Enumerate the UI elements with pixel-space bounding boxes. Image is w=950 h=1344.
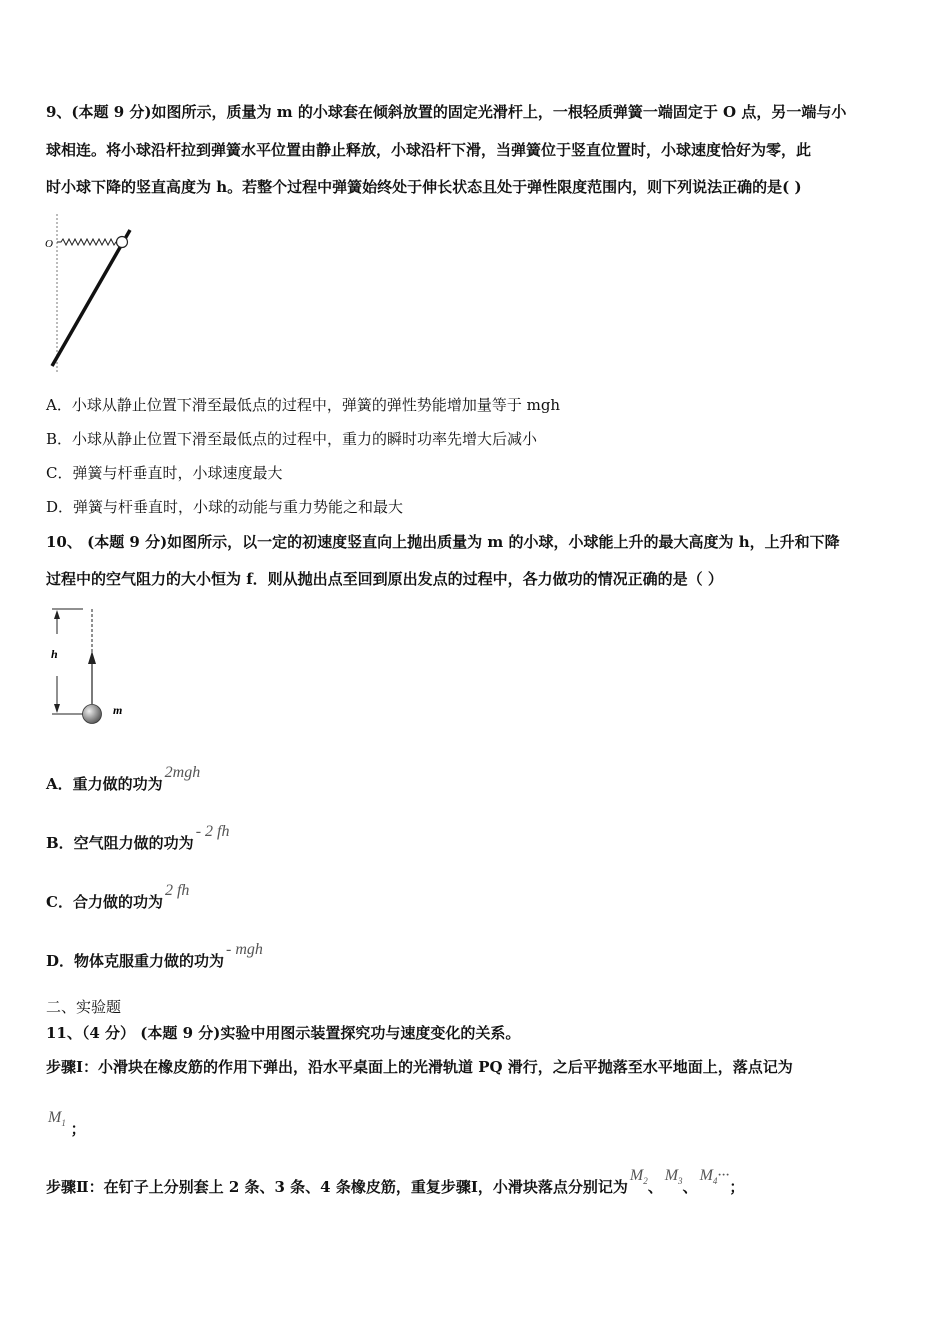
inclined-rod — [52, 230, 130, 366]
q10-option-c — [46, 882, 190, 913]
section-title: 二、实验题 — [46, 998, 122, 1016]
step-2-text: 步骤Ⅱ：在钉子上分别套上 2 条、3 条、4 条橡皮筋，重复步骤Ⅰ，小滑块落点分别记为 — [46, 1178, 628, 1196]
option-c-text: C．合力做的功为 — [46, 893, 163, 911]
spring-icon — [57, 239, 119, 245]
option-d-math: - mgh — [226, 941, 263, 958]
ball-icon — [83, 705, 102, 724]
q9-line-3: 时小球下降的竖直高度为 h。若整个过程中弹簧始终处于伸长状态且处于弹性限度范围内，则下列说法正确的是( ) — [46, 178, 802, 196]
q10-line-2: 过程中的空气阻力的大小恒为 f．则从抛出点至回到原出发点的过程中，各力做功的情况正确的是（ ） — [46, 570, 723, 588]
arrow-down-icon — [54, 704, 60, 713]
m4-symbol: $M_4\cdot\cdot\cdot$ — [699, 1167, 730, 1186]
point-o-label: O — [45, 238, 53, 250]
velocity-arrow-icon — [88, 651, 96, 664]
mass-label: m — [113, 703, 123, 717]
q11-step-1: 步骤Ⅰ：小滑块在橡皮筋的作用下弹出，沿水平桌面上的光滑轨道 PQ 滑行，之后平抛落至水平地面上，落点记为 — [46, 1058, 793, 1076]
q11-line-1: 11、（4 分） (本题 9 分)实验中用图示装置探究功与速度变化的关系。 — [46, 1024, 521, 1042]
option-d-text: D．物体克服重力做的功为 — [46, 952, 225, 970]
q11-step-2: 步骤Ⅱ：在钉子上分别套上 2 条、3 条、4 条橡皮筋，重复步骤Ⅰ，小滑块落点分别记为$M_2$、$M_3$、$M_4\cdot\cdot\cdot$； — [46, 1167, 745, 1196]
q9-option-d: D．弹簧与杆垂直时，小球的动能与重力势能之和最大 — [46, 498, 404, 516]
q11-m1-line: $M_1$ ； — [48, 1109, 86, 1138]
option-b-math: - 2 fh — [195, 823, 230, 840]
q9-option-b: B．小球从静止位置下滑至最低点的过程中，重力的瞬时功率先增大后减小 — [46, 430, 538, 448]
q10-figure-thrown-ball — [40, 604, 140, 729]
q9-line-1: 9、(本题 9 分)如图所示，质量为 m 的小球套在倾斜放置的固定光滑杆上，一根轻质弹簧一端固定于 O 点，另一端与小 — [46, 103, 847, 121]
option-c-math: 2 fh — [164, 882, 190, 899]
option-a-math: 2mgh — [164, 764, 201, 781]
q9-option-a: A．小球从静止位置下滑至最低点的过程中，弹簧的弹性势能增加量等于 mgh — [46, 396, 561, 414]
option-a-text: A．重力做的功为 — [46, 775, 163, 793]
q10-option-b — [46, 823, 230, 854]
m2-symbol: $M_2$ — [629, 1167, 648, 1186]
arrow-up-icon — [54, 610, 60, 619]
q10-line-1: 10、 (本题 9 分)如图所示，以一定的初速度竖直向上抛出质量为 m 的小球，小球能上升的最大高度为 h，上升和下降 — [46, 533, 840, 551]
q9-line-2: 球相连。将小球沿杆拉到弹簧水平位置由静止释放，小球沿杆下滑，当弹簧位于竖直位置时，小球速度恰好为零，此 — [46, 141, 812, 159]
m1-symbol: $M_1$ — [48, 1109, 66, 1128]
q10-option-d — [46, 941, 263, 972]
q9-option-c: C．弹簧与杆垂直时，小球速度最大 — [46, 464, 283, 482]
height-label: h — [51, 647, 58, 661]
m3-symbol: $M_3$ — [664, 1167, 683, 1186]
q10-option-a — [46, 764, 201, 795]
option-b-text: B．空气阻力做的功为 — [46, 834, 194, 852]
q9-figure-spring-rod — [44, 210, 144, 380]
ball-icon — [117, 237, 128, 248]
